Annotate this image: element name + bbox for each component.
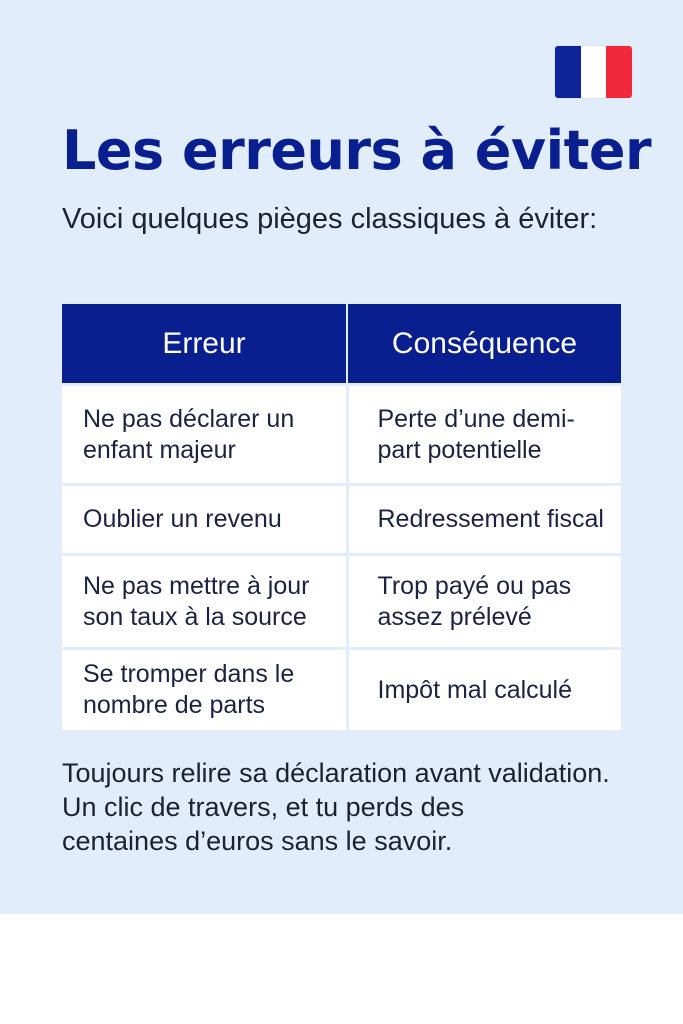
intro-text: Voici quelques pièges classiques à éviter: [62,203,598,235]
erreur-cell: Se tromper dans le nombre de parts [62,649,347,731]
flag-blue-stripe [555,46,581,98]
header-consequence: Conséquence [347,304,621,385]
erreur-cell: Ne pas déclarer un enfant majeur [62,385,347,485]
errors-table [62,304,621,730]
table-header-row [62,304,621,385]
flag-white-stripe [581,46,607,98]
french-flag-icon [555,46,632,98]
consequence-cell: Redressement fiscal [347,485,621,555]
footer-line: Un clic de travers, et tu perds des [62,792,465,822]
header-erreur: Erreur [62,304,347,385]
footer-line: Toujours relire sa déclaration avant validation. [62,758,610,788]
consequence-cell: Trop payé ou pas assez prélevé [347,555,621,649]
footer-line: centaines d’euros sans le savoir. [62,826,453,856]
table-row [62,385,621,485]
page-title: Les erreurs à éviter [62,119,652,182]
footer-text [62,756,672,858]
table-row [62,649,621,731]
erreur-cell: Ne pas mettre à jour son taux à la source [62,555,347,649]
consequence-cell: Impôt mal calculé [347,649,621,731]
flag-red-stripe [606,46,632,98]
table-row [62,485,621,555]
table-row [62,555,621,649]
consequence-cell: Perte d’une demi-part potentielle [347,385,621,485]
erreur-cell: Oublier un revenu [62,485,347,555]
